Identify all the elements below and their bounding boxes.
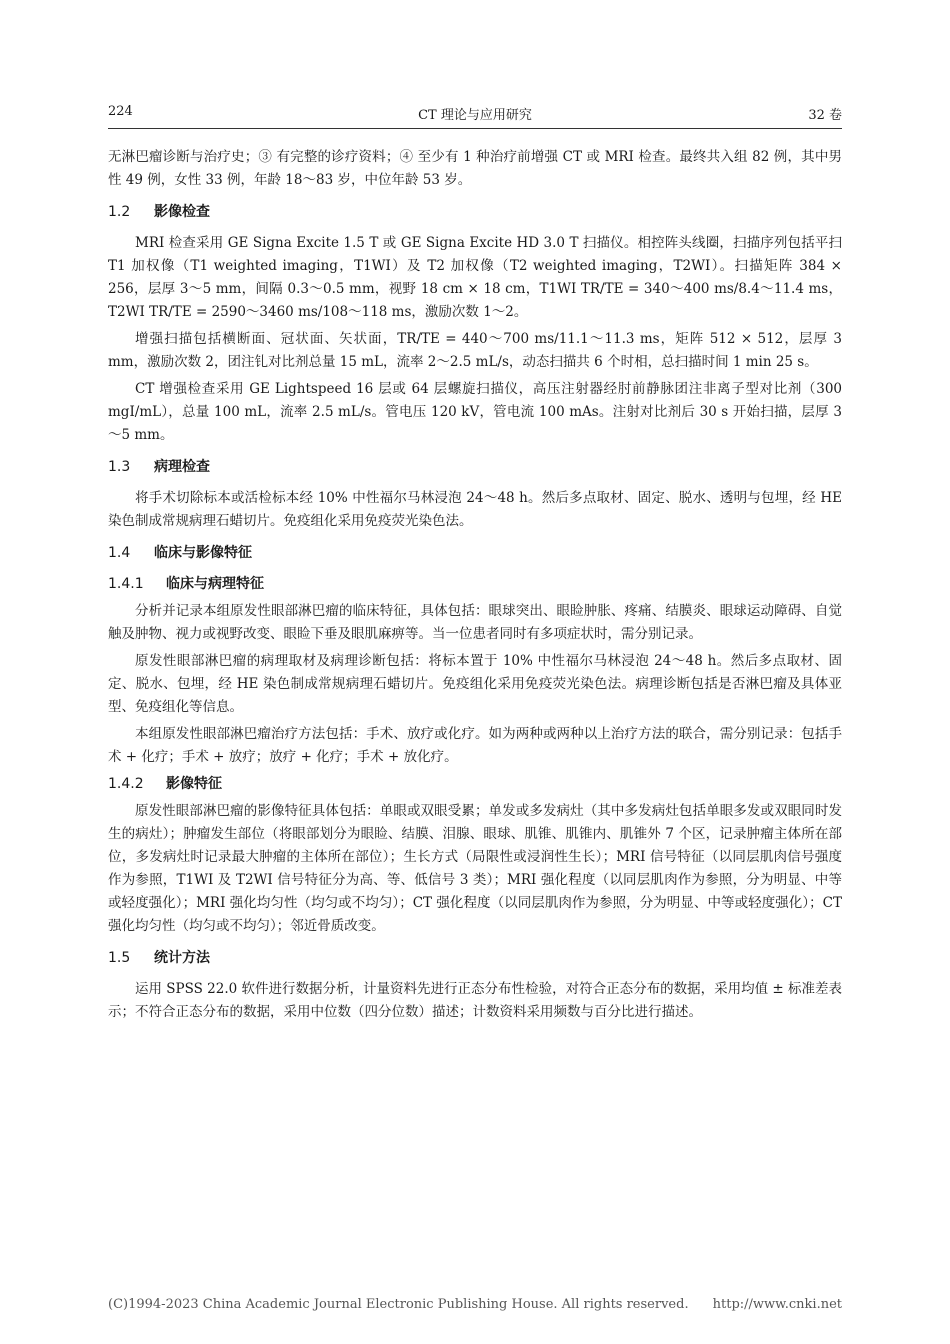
section-title: 临床与影像特征: [154, 545, 252, 561]
page-header: [108, 104, 842, 124]
section-title: 病理检查: [154, 459, 210, 475]
publisher-url[interactable]: http://www.cnki.net: [712, 1297, 842, 1312]
subsection-title: 临床与病理特征: [166, 576, 264, 592]
paragraph: MRI 检查采用 GE Signa Excite 1.5 T 或 GE Signa Excite HD 3.0 T 扫描仪。相控阵头线圈，扫描序列包括平扫 T1 加权像（T1 weighted imaging，T1WI）及 T2 加权像（T2 weighted imaging，T2WI）。扫描矩阵 384 × 256，层厚 3～5 mm，间隔 0.3～0.5 mm，视野 18 cm × 18 cm，T1WI TR/TE = 340～400 ms/8.4～11.4 ms，T2WI TR/TE = 2590～3460 ms/108～118 ms，激励次数 1～2。: [108, 235, 842, 320]
paragraph: 将手术切除标本或活检标本经 10% 中性福尔马林浸泡 24～48 h。然后多点取材、固定、脱水、透明与包埋，经 HE 染色制成常规病理石蜡切片。免疫组化采用免疫荧光染色法。: [108, 490, 842, 529]
header-rule: [108, 128, 842, 129]
page-footer: [108, 1297, 842, 1317]
section-number: 1.5: [108, 950, 131, 966]
section-heading-1-4: [108, 542, 842, 564]
section-heading-1-5: [108, 947, 842, 969]
subsection-heading-1-4-2: [108, 773, 842, 795]
section-number: 1.3: [108, 459, 131, 475]
copyright-notice: (C)1994-2023 China Academic Journal Electronic Publishing House. All rights reserved.: [108, 1297, 689, 1312]
paragraph: 增强扫描包括横断面、冠状面、矢状面，TR/TE = 440～700 ms/11.1～11.3 ms，矩阵 512 × 512，层厚 3 mm，激励次数 2，团注钆对比剂总量 15 mL，流率 2～2.5 mL/s，动态扫描共 6 个时相，总扫描时间 1 min 25 s。: [108, 331, 842, 370]
page-number: 224: [108, 104, 133, 119]
section-title: 影像检查: [154, 204, 210, 220]
subsection-heading-1-4-1: [108, 573, 842, 595]
paragraph: 运用 SPSS 22.0 软件进行数据分析，计量资料先进行正态分布性检验，对符合正态分布的数据，采用均值 ± 标准差表示；不符合正态分布的数据，采用中位数（四分位数）描述；计数资料采用频数与百分比进行描述。: [108, 981, 842, 1020]
volume-label: 32 卷: [808, 108, 842, 123]
subsection-number: 1.4.2: [108, 776, 144, 792]
subsection-title: 影像特征: [166, 776, 222, 792]
subsection-number: 1.4.1: [108, 576, 144, 592]
section-number: 1.4: [108, 545, 131, 561]
paragraph: 分析并记录本组原发性眼部淋巴瘤的临床特征，具体包括：眼球突出、眼睑肿胀、疼痛、结膜炎、眼球运动障碍、自觉触及肿物、视力或视野改变、眼睑下垂及眼肌麻痹等。当一位患者同时有多项症状时，需分别记录。: [108, 603, 842, 642]
paragraph: 本组原发性眼部淋巴瘤治疗方法包括：手术、放疗或化疗。如为两种或两种以上治疗方法的联合，需分别记录：包括手术 + 化疗；手术 + 放疗；放疗 + 化疗；手术 + 放化疗。: [108, 726, 842, 765]
article-body: [108, 146, 842, 1028]
section-heading-1-2: [108, 201, 842, 223]
paragraph: 原发性眼部淋巴瘤的病理取材及病理诊断包括：将标本置于 10% 中性福尔马林浸泡 24～48 h。然后多点取材、固定、脱水、包埋，经 HE 染色制成常规病理石蜡切片。免疫组化采用免疫荧光染色法。病理诊断包括是否淋巴瘤及具体亚型、免疫组化等信息。: [108, 653, 842, 715]
section-title: 统计方法: [154, 950, 210, 966]
section-heading-1-3: [108, 456, 842, 478]
journal-title: CT 理论与应用研究: [418, 108, 532, 123]
section-number: 1.2: [108, 204, 131, 220]
intro-paragraph: 无淋巴瘤诊断与治疗史；③ 有完整的诊疗资料；④ 至少有 1 种治疗前增强 CT 或 MRI 检查。最终共入组 82 例，其中男性 49 例，女性 33 例，年龄 18～83 岁，中位年龄 53 岁。: [108, 149, 842, 188]
paragraph: CT 增强检查采用 GE Lightspeed 16 层或 64 层螺旋扫描仪，高压注射器经肘前静脉团注非离子型对比剂（300 mgI/mL），总量 100 mL，流率 2.5 mL/s。管电压 120 kV，管电流 100 mAs。注射对比剂后 30 s 开始扫描，层厚 3～5 mm。: [108, 381, 842, 443]
paragraph: 原发性眼部淋巴瘤的影像特征具体包括：单眼或双眼受累；单发或多发病灶（其中多发病灶包括单眼多发或双眼同时发生的病灶）；肿瘤发生部位（将眼部划分为眼睑、结膜、泪腺、眼球、肌锥、肌锥内、肌锥外 7 个区，记录肿瘤主体所在部位，多发病灶时记录最大肿瘤的主体所在部位）；生长方式（局限性或浸润性生长）；MRI 信号特征（以同层肌肉信号强度作为参照，T1WI 及 T2WI 信号特征分为高、等、低信号 3 类）；MRI 强化程度（以同层肌肉作为参照，分为明显、中等或轻度强化）；MRI 强化均匀性（均匀或不均匀）；CT 强化程度（以同层肌肉作为参照，分为明显、中等或轻度强化）；CT 强化均匀性（均匀或不均匀）；邻近骨质改变。: [108, 803, 842, 934]
